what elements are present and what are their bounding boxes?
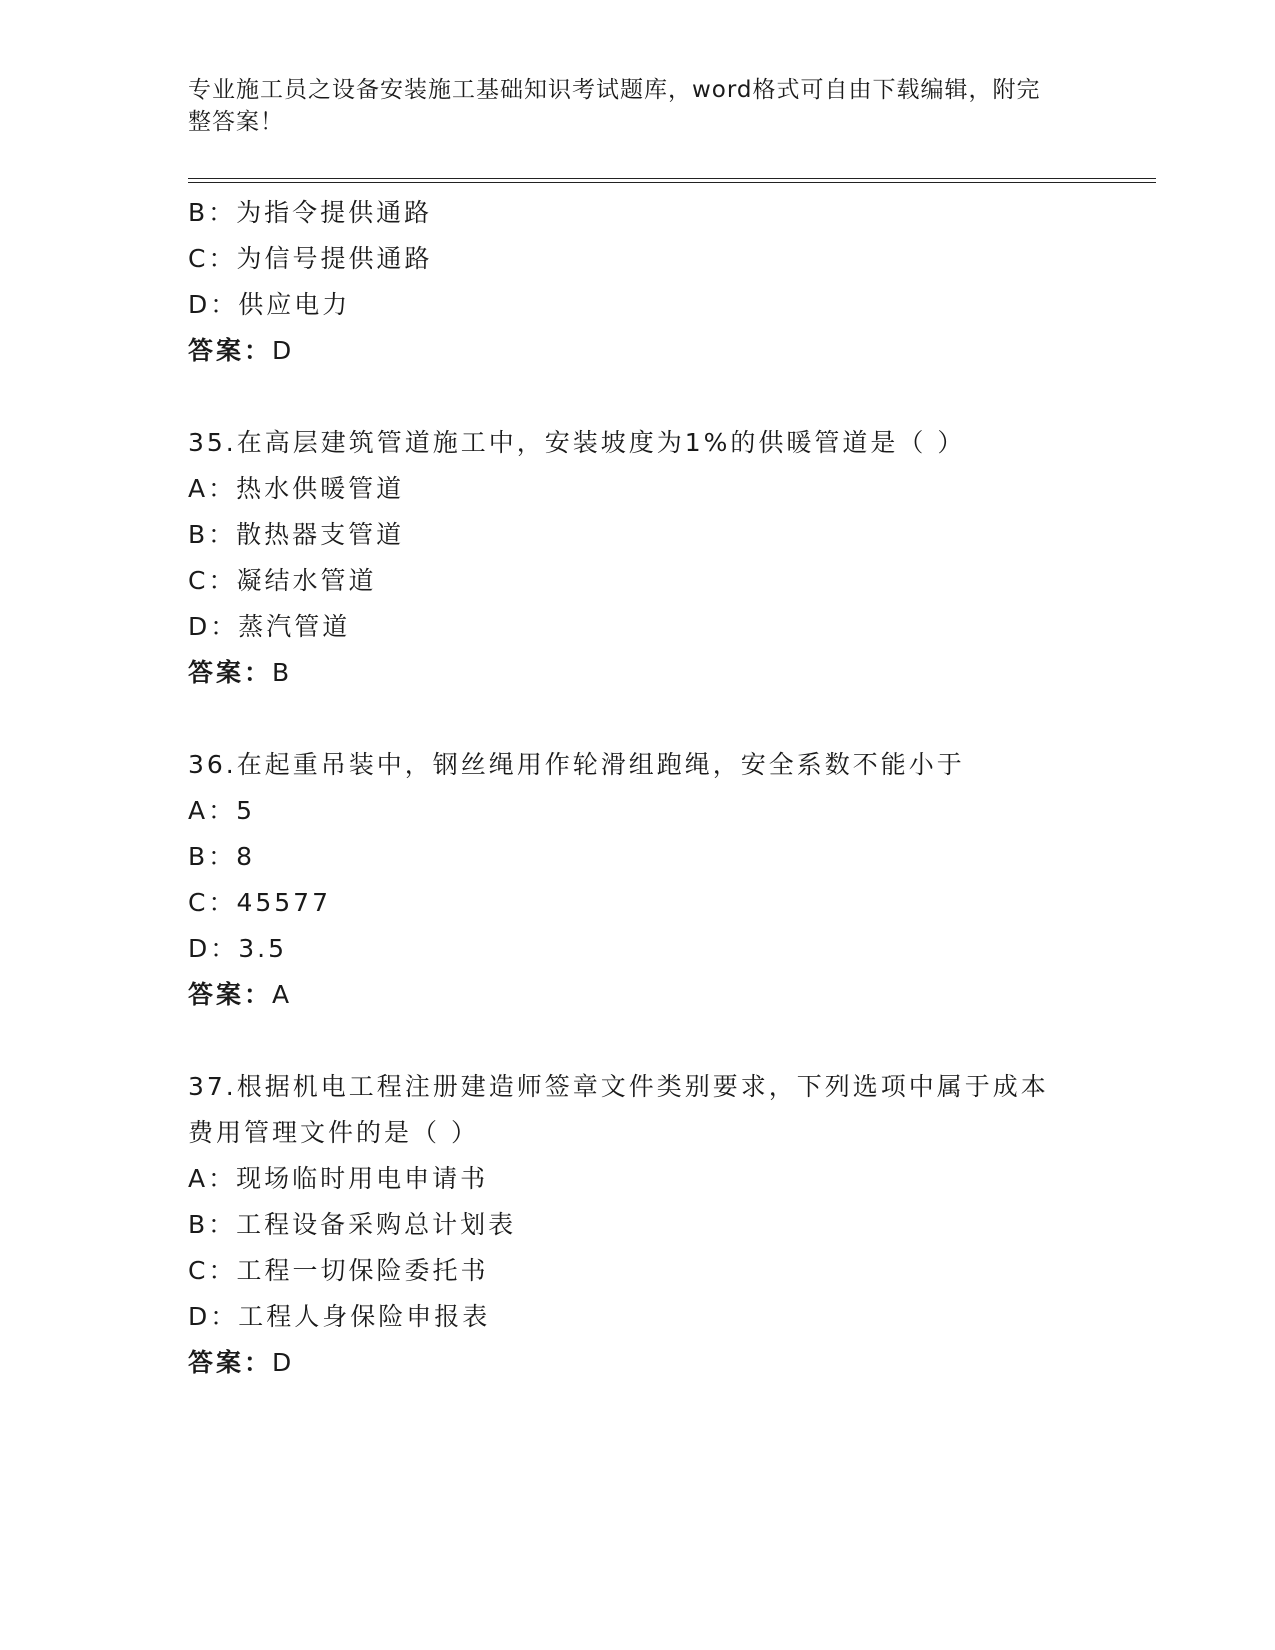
option-text: 工程设备采购总计划表 <box>236 1210 517 1239</box>
question-34-partial <box>188 190 1156 374</box>
answer-line <box>188 1340 1156 1386</box>
question-number: 36. <box>188 750 237 779</box>
option-letter: C： <box>188 1256 237 1285</box>
question-stem <box>188 1064 1156 1110</box>
spacer <box>188 696 1156 742</box>
answer-value: B <box>272 658 291 687</box>
option-text: 工程一切保险委托书 <box>236 1256 489 1285</box>
option-text: 为信号提供通路 <box>236 244 433 273</box>
option-text: 5 <box>236 796 256 825</box>
answer-label: 答案： <box>188 980 273 1009</box>
option-letter: D： <box>188 290 239 319</box>
answer-label: 答案： <box>188 658 273 687</box>
question-text: 在高层建筑管道施工中，安装坡度为1%的供暖管道是（ ） <box>236 428 966 457</box>
option-c <box>188 558 1156 604</box>
option-d <box>188 926 1156 972</box>
option-a <box>188 788 1156 834</box>
answer-value: D <box>272 1348 293 1377</box>
question-text: 根据机电工程注册建造师签章文件类别要求，下列选项中属于成本 <box>236 1072 1049 1101</box>
option-letter: C： <box>188 244 237 273</box>
option-d <box>188 1294 1156 1340</box>
header-double-rule <box>188 178 1156 183</box>
option-text: 为指令提供通路 <box>236 198 433 227</box>
question-37 <box>188 1064 1156 1386</box>
option-text: 工程人身保险申报表 <box>238 1302 491 1331</box>
document-header <box>188 74 1088 138</box>
spacer <box>188 1018 1156 1064</box>
answer-line <box>188 328 1156 374</box>
question-stem <box>188 420 1156 466</box>
document-body <box>188 190 1156 1386</box>
option-letter: A： <box>188 474 237 503</box>
option-c <box>188 1248 1156 1294</box>
option-text: 现场临时用电申请书 <box>236 1164 489 1193</box>
header-title-line-2: 整答案！ <box>188 109 284 135</box>
question-36 <box>188 742 1156 1018</box>
option-letter: D： <box>188 1302 239 1331</box>
question-text: 在起重吊装中，钢丝绳用作轮滑组跑绳，安全系数不能小于 <box>236 750 965 779</box>
option-text: 8 <box>236 842 256 871</box>
question-stem-continued: 费用管理文件的是（ ） <box>188 1118 479 1147</box>
option-a <box>188 466 1156 512</box>
question-35 <box>188 420 1156 696</box>
option-a <box>188 1156 1156 1202</box>
option-c <box>188 236 1156 282</box>
option-letter: C： <box>188 566 237 595</box>
option-b <box>188 512 1156 558</box>
spacer <box>188 374 1156 420</box>
answer-label: 答案： <box>188 1348 273 1377</box>
option-letter: B： <box>188 1210 237 1239</box>
option-text: 凝结水管道 <box>236 566 377 595</box>
option-letter: C： <box>188 888 237 917</box>
answer-label: 答案： <box>188 336 273 365</box>
option-text: 热水供暖管道 <box>236 474 405 503</box>
answer-value: A <box>272 980 291 1009</box>
answer-line <box>188 650 1156 696</box>
option-letter: D： <box>188 612 239 641</box>
option-letter: D： <box>188 934 239 963</box>
option-text: 散热器支管道 <box>236 520 405 549</box>
option-text: 45577 <box>236 888 331 917</box>
option-letter: B： <box>188 198 237 227</box>
option-letter: A： <box>188 796 237 825</box>
answer-value: D <box>272 336 293 365</box>
option-text: 3.5 <box>238 934 288 963</box>
question-number: 37. <box>188 1072 237 1101</box>
option-d <box>188 604 1156 650</box>
option-c <box>188 880 1156 926</box>
option-b <box>188 834 1156 880</box>
question-stem <box>188 742 1156 788</box>
option-text: 供应电力 <box>238 290 351 319</box>
option-text: 蒸汽管道 <box>238 612 351 641</box>
option-letter: B： <box>188 520 237 549</box>
answer-line <box>188 972 1156 1018</box>
header-title-line-1: 专业施工员之设备安装施工基础知识考试题库，word格式可自由下载编辑，附完 <box>188 77 1041 103</box>
question-number: 35. <box>188 428 237 457</box>
option-b <box>188 1202 1156 1248</box>
option-b <box>188 190 1156 236</box>
option-letter: B： <box>188 842 237 871</box>
option-d <box>188 282 1156 328</box>
option-letter: A： <box>188 1164 237 1193</box>
